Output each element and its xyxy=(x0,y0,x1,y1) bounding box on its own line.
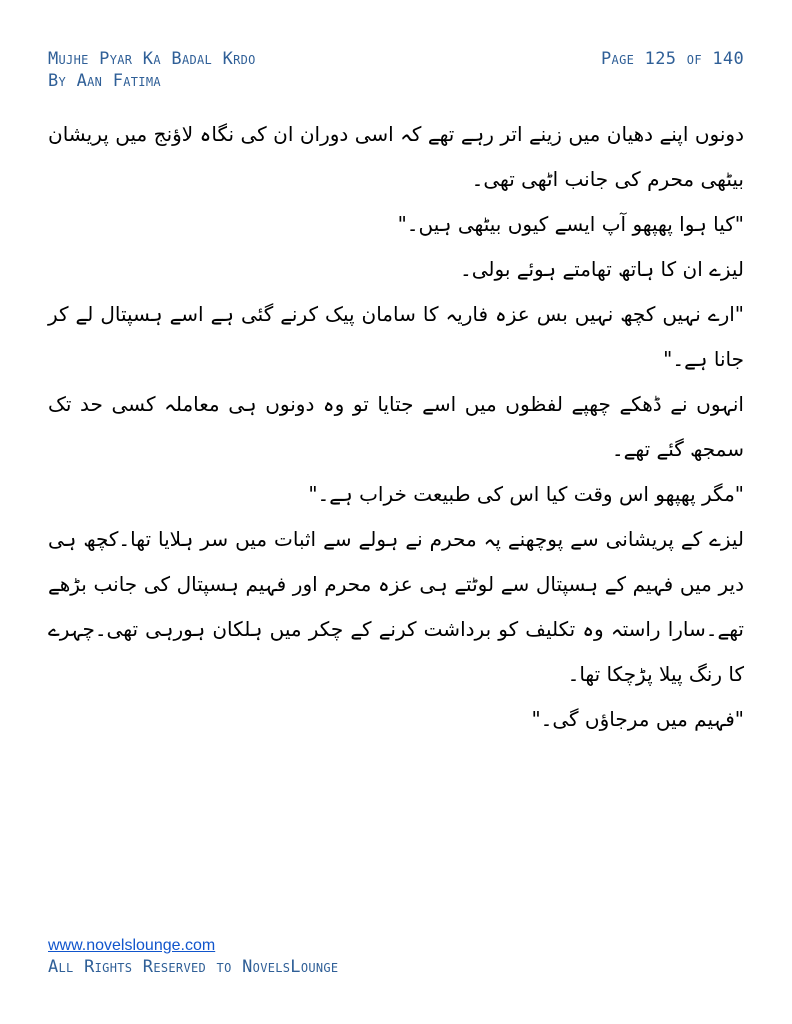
paragraph: لیزے کے پریشانی سے پوچھنے پہ محرم نے ہولے سے اثبات میں سر ہلایا تھا۔کچھ ہی دیر میں فہیم کے ہسپتال سے لوٹتے ہی عزہ محرم اور فہیم ہسپتال کی جانب بڑھے تھے۔سارا راستہ وہ تکلیف کو برداشت کرنے کے چکر میں ہلکان ہورہی تھی۔چہرے کا رنگ پیلا پڑچکا تھا۔ xyxy=(48,527,744,686)
paragraph: دونوں اپنے دھیان میں زینے اتر رہے تھے کہ اسی دوران ان کی نگاہ لاؤنج میں پریشان بیٹھی محرم کی جانب اٹھی تھی۔ xyxy=(48,122,744,191)
story-text xyxy=(48,112,744,742)
dialogue-line: "ارے نہیں کچھ نہیں بس عزہ فاریہ کا سامان پیک کرنے گئی ہے اسے ہسپتال لے کر جانا ہے۔" xyxy=(48,302,744,371)
author-line: By Aan Fatima xyxy=(48,71,161,91)
website-link[interactable]: www.novelslounge.com xyxy=(48,937,216,954)
novel-title: Mujhe Pyar Ka Badal Krdo xyxy=(48,49,256,69)
dialogue-line: "کیا ہوا پھپھو آپ ایسے کیوں بیٹھی ہیں۔" xyxy=(397,212,744,236)
header-left xyxy=(48,48,256,92)
dialogue-line: "فہیم میں مرجاؤں گی۔" xyxy=(531,707,744,731)
page-number: Page 125 of 140 xyxy=(601,49,744,69)
dialogue-line: "مگر پھپھو اس وقت کیا اس کی طبیعت خراب ہے۔" xyxy=(308,482,744,506)
footer xyxy=(48,936,338,978)
paragraph: لیزے ان کا ہاتھ تھامتے ہوئے بولی۔ xyxy=(460,257,744,281)
paragraph: انہوں نے ڈھکے چھپے لفظوں میں اسے جتایا تو وہ دونوں ہی معاملہ کسی حد تک سمجھ گئے تھے۔ xyxy=(48,392,744,461)
rights-notice: All Rights Reserved to NovelsLounge xyxy=(48,957,339,977)
